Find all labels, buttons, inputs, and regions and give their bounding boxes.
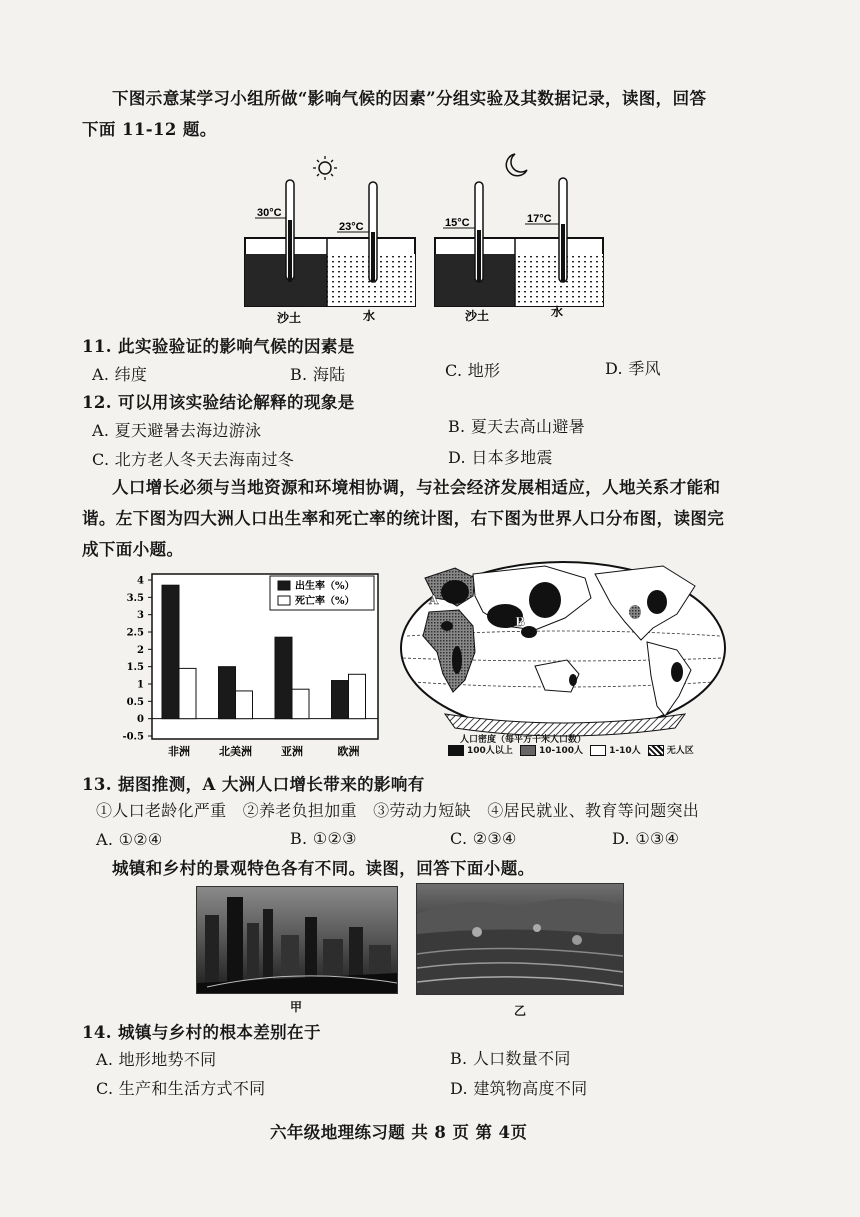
- q14-option-b[interactable]: B. 人口数量不同: [450, 1049, 571, 1068]
- bar-birth-rate-3: [332, 681, 349, 719]
- q11-stem: 11. 此实验验证的影响气候的因素是: [82, 337, 355, 356]
- bar-death-rate-0: [179, 668, 196, 718]
- y-tick-label: 0.5: [126, 696, 144, 708]
- map-label-b: B: [515, 615, 526, 629]
- day-water-temp: 23°C: [339, 221, 364, 233]
- q12-option-d[interactable]: D. 日本多地震: [448, 448, 553, 467]
- night-sand-temp: 15°C: [445, 217, 470, 229]
- day-water-label: 水: [363, 309, 376, 323]
- map-label-a: A: [429, 593, 439, 607]
- x-category-label: 北美洲: [219, 745, 252, 758]
- bar-birth-rate-2: [275, 637, 292, 718]
- day-sand-label: 沙土: [277, 311, 302, 325]
- night-sand-label: 沙土: [465, 309, 490, 323]
- legend-label-death: 死亡率（%）: [295, 596, 355, 607]
- legend-swatch-10-100: [520, 745, 536, 756]
- birth-death-rate-chart: [100, 566, 390, 766]
- intro-2-line2: 谐。左下图为四大洲人口出生率和死亡率的统计图，右下图为世界人口分布图，读图完: [82, 509, 725, 528]
- x-category-label: 亚洲: [281, 745, 303, 758]
- q13-option-b[interactable]: B. ①②③: [290, 829, 357, 848]
- q13-option-a[interactable]: A. ①②④: [96, 830, 163, 849]
- bar-birth-rate-1: [219, 667, 236, 719]
- q11-option-b[interactable]: B. 海陆: [290, 365, 346, 384]
- map-legend-title: 人口密度（每平方千米人口数）: [460, 735, 587, 745]
- q12-option-a[interactable]: A. 夏天避暑去海边游泳: [92, 421, 262, 440]
- legend-label-none: 无人区: [666, 746, 694, 756]
- village-photo-label: 乙: [514, 1004, 527, 1018]
- legend-swatch-birth: [278, 581, 290, 590]
- x-category-label: 欧洲: [337, 745, 360, 758]
- night-water-label: 水: [551, 305, 564, 319]
- intro-2-line1: 人口增长必须与当地资源和环境相协调，与社会经济发展相适应，人地关系才能和: [112, 478, 721, 497]
- intro-3: 城镇和乡村的景观特色各有不同。读图，回答下面小题。: [112, 859, 535, 878]
- legend-label-birth: 出生率（%）: [295, 581, 355, 592]
- experiment-figure: [235, 150, 615, 330]
- y-tick-label: 0: [137, 714, 144, 726]
- q13-option-c[interactable]: C. ②③④: [450, 829, 517, 848]
- moon-icon: [506, 154, 527, 176]
- bar-death-rate-1: [236, 691, 253, 719]
- q14-option-a[interactable]: A. 地形地势不同: [96, 1050, 217, 1069]
- q11-option-c[interactable]: C. 地形: [445, 361, 501, 380]
- y-tick-label: 2.5: [126, 627, 144, 639]
- q13-stem: 13. 据图推测，A 大洲人口增长带来的影响有: [82, 775, 425, 794]
- bar-death-rate-2: [292, 689, 309, 718]
- city-photo-label: 甲: [290, 1000, 303, 1014]
- y-tick-label: 4: [137, 575, 144, 587]
- y-tick-label: 3: [137, 610, 144, 622]
- legend-label-10-100: 10-100人: [538, 746, 583, 756]
- legend-swatch-death: [278, 596, 290, 605]
- y-tick-label: -0.5: [122, 731, 144, 743]
- chart-legend: [270, 576, 374, 610]
- night-water-temp: 17°C: [527, 213, 552, 225]
- q12-stem: 12. 可以用该实验结论解释的现象是: [82, 393, 355, 412]
- legend-swatch-none: [648, 745, 664, 756]
- village-photo: [416, 883, 624, 995]
- q12-option-b[interactable]: B. 夏天去高山避暑: [448, 417, 585, 436]
- intro-1-line1: 下图示意某学习小组所做“影响气候的因素”分组实验及其数据记录，读图，回答: [112, 89, 707, 108]
- page-footer: 六年级地理练习题 共 8 页 第 4页: [270, 1123, 528, 1142]
- sun-icon: [313, 156, 337, 180]
- q11-option-d[interactable]: D. 季风: [605, 359, 661, 378]
- q13-option-d[interactable]: D. ①③④: [612, 829, 680, 848]
- day-sand-temp: 30°C: [257, 207, 282, 219]
- q13-numbered-options: ①人口老龄化严重 ②养老负担加重 ③劳动力短缺 ④居民就业、教育等问题突出: [96, 801, 700, 820]
- bar-birth-rate-0: [162, 585, 179, 718]
- intro-2-line3: 成下面小题。: [82, 540, 184, 559]
- legend-label-100plus: 100人以上: [467, 746, 513, 756]
- map-legend: [448, 743, 694, 756]
- bar-death-rate-3: [349, 674, 366, 718]
- x-category-label: 非洲: [168, 745, 190, 758]
- intro-1-line2: 下面 11-12 题。: [82, 120, 217, 139]
- q14-option-d[interactable]: D. 建筑物高度不同: [450, 1079, 588, 1098]
- y-tick-label: 1.5: [126, 662, 144, 674]
- y-tick-label: 2: [137, 644, 144, 656]
- q14-option-c[interactable]: C. 生产和生活方式不同: [96, 1079, 266, 1098]
- y-tick-label: 3.5: [126, 592, 144, 604]
- q11-option-a[interactable]: A. 纬度: [92, 365, 148, 384]
- city-photo: [196, 886, 398, 994]
- q12-option-c[interactable]: C. 北方老人冬天去海南过冬: [92, 450, 295, 469]
- legend-swatch-100plus: [448, 745, 464, 756]
- legend-label-1-10: 1-10人: [609, 746, 641, 756]
- q14-stem: 14. 城镇与乡村的根本差别在于: [82, 1023, 321, 1042]
- legend-swatch-1-10: [590, 745, 606, 756]
- y-tick-label: 1: [137, 679, 144, 691]
